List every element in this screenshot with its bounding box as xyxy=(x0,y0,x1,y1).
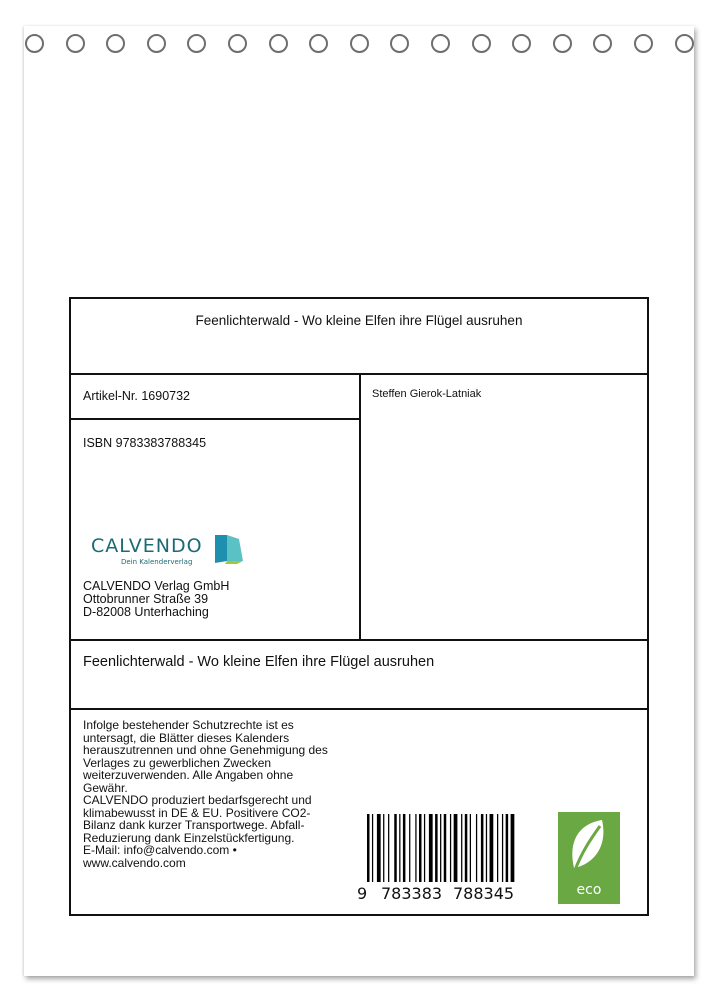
legal-line: E-Mail: info@calvendo.com • xyxy=(83,843,237,857)
barcode-bar xyxy=(465,814,468,882)
binding-ring xyxy=(350,34,369,53)
legal-line: CALVENDO produziert bedarfsgerecht und xyxy=(83,793,312,807)
barcode-bar xyxy=(367,814,370,882)
spiral-binding xyxy=(0,34,718,58)
calvendo-logo-icon xyxy=(91,531,241,571)
barcode-bar xyxy=(502,814,503,882)
barcode-bar xyxy=(481,814,484,882)
barcode-left-group: 783383 xyxy=(381,884,443,903)
legal-line: Infolge bestehender Schutzrechte ist es xyxy=(83,718,294,732)
legal-line: Gewähr. xyxy=(83,780,128,795)
barcode-bar xyxy=(424,814,425,882)
barcode-bar xyxy=(511,814,515,882)
legal-line: Reduzierung dank Einzelstückfertigung. xyxy=(83,830,295,845)
barcode-bar xyxy=(497,814,498,882)
barcode-bar xyxy=(444,814,447,882)
binding-ring xyxy=(106,34,125,53)
binding-ring xyxy=(472,34,491,53)
barcode-right-group: 788345 xyxy=(453,884,515,903)
barcode-bar xyxy=(506,814,509,882)
logo-wordmark: CALVENDO xyxy=(91,535,203,557)
legal-line: untersagt, die Blätter dieses Kalenders xyxy=(83,730,290,745)
subtitle-row xyxy=(71,641,647,710)
logo-tagline: Dein Kalenderverlag xyxy=(121,558,193,566)
binding-ring xyxy=(512,34,531,53)
publisher-address xyxy=(83,580,229,619)
binding-ring xyxy=(390,34,409,53)
barcode-bar xyxy=(403,814,406,882)
title-row xyxy=(71,299,647,375)
binding-ring xyxy=(147,34,166,53)
barcode-bar xyxy=(461,814,462,882)
barcode-bar xyxy=(377,814,381,882)
author-name: Steffen Gierok-Latniak xyxy=(372,388,482,400)
article-number: Artikel-Nr. 1690732 xyxy=(83,389,191,403)
binding-ring xyxy=(25,34,44,53)
barcode-bar xyxy=(372,814,373,882)
legal-line: www.calvendo.com xyxy=(83,855,186,870)
publisher-panel xyxy=(71,375,361,639)
barcode-first-digit: 9 xyxy=(357,884,368,903)
binding-ring xyxy=(593,34,612,53)
barcode-icon xyxy=(357,814,522,906)
barcode-bar xyxy=(476,814,477,882)
binding-ring xyxy=(553,34,572,53)
barcode-bar xyxy=(486,814,487,882)
publisher-street: Ottobrunner Straße 39 xyxy=(83,592,209,606)
barcode-bar xyxy=(440,814,441,882)
barcode-bar xyxy=(399,814,400,882)
barcode-bar xyxy=(383,814,384,882)
calendar-subtitle: Feenlichterwald - Wo kleine Elfen ihre Flügel ausruhen xyxy=(83,654,435,670)
publisher-name: CALVENDO Verlag GmbH xyxy=(83,579,230,593)
binding-ring xyxy=(675,34,694,53)
details-row xyxy=(71,375,647,641)
calvendo-mark-icon xyxy=(213,533,247,565)
legal-line: herauszutrennen und ohne Genehmigung des xyxy=(83,743,328,757)
barcode-bar xyxy=(394,814,397,882)
binding-ring xyxy=(309,34,328,53)
eco-label: eco xyxy=(576,882,602,898)
legal-line: Verlages zu gewerblichen Zwecken xyxy=(83,755,272,770)
barcode-bars xyxy=(367,814,522,888)
eco-leaf-icon xyxy=(558,812,620,882)
info-card xyxy=(69,297,649,916)
barcode-bar xyxy=(415,814,416,882)
binding-ring xyxy=(187,34,206,53)
legal-line: Bilanz dank kurzer Transportwege. Abfall- xyxy=(83,818,305,832)
barcode-bar xyxy=(435,814,438,882)
barcode-bar xyxy=(490,814,494,882)
legal-notice xyxy=(83,719,353,869)
eco-badge xyxy=(558,812,620,904)
binding-ring xyxy=(269,34,288,53)
binding-ring xyxy=(66,34,85,53)
binding-ring xyxy=(228,34,247,53)
barcode-bar xyxy=(419,814,422,882)
barcode-bar xyxy=(470,814,471,882)
barcode-bar xyxy=(450,814,451,882)
calendar-title: Feenlichterwald - Wo kleine Elfen ihre Flügel ausruhen xyxy=(195,313,523,328)
binding-ring xyxy=(431,34,450,53)
barcode-bar xyxy=(409,814,410,882)
article-box xyxy=(71,375,359,420)
barcode-bar xyxy=(454,814,458,882)
barcode-bar xyxy=(429,814,433,882)
publisher-city: D-82008 Unterhaching xyxy=(83,605,209,619)
binding-ring xyxy=(634,34,653,53)
barcode-bar xyxy=(388,814,389,882)
legal-line: klimabewusst in DE & EU. Positivere CO2- xyxy=(83,805,311,820)
legal-line: weiterzuverwenden. Alle Angaben ohne xyxy=(83,768,294,782)
isbn: ISBN 9783383788345 xyxy=(83,436,207,450)
